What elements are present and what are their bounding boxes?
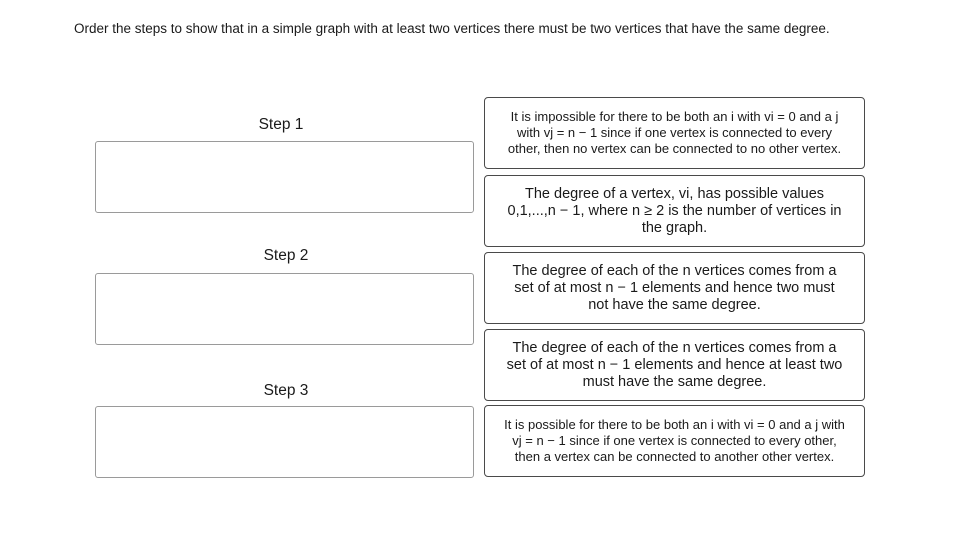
step-1-drop-zone[interactable] — [95, 141, 474, 213]
step-1-label: Step 1 — [258, 116, 304, 133]
answer-option-2[interactable] — [484, 175, 865, 247]
answer-option-3[interactable] — [484, 252, 865, 324]
answer-option-5[interactable] — [484, 405, 865, 477]
step-3-label: Step 3 — [263, 382, 309, 399]
step-2-drop-zone[interactable] — [95, 273, 474, 345]
question-text: Order the steps to show that in a simple graph with at least two vertices there must be two vertices that have the same degree. — [74, 21, 830, 36]
answer-option-3-text: The degree of each of the n vertices comes from a set of at most n − 1 elements and hence two must not have the same degree. — [512, 262, 837, 313]
step-3-drop-zone[interactable] — [95, 406, 474, 478]
answer-option-2-text: The degree of a vertex, vi, has possible values 0,1,...,n − 1, where n ≥ 2 is the number of vertices in the graph. — [507, 185, 842, 236]
answer-option-4[interactable] — [484, 329, 865, 401]
answer-option-5-text: It is possible for there to be both an i with vi = 0 and a j with vj = n − 1 since if one vertex is connected to every other, then a vertex can be connected to another other vertex. — [504, 417, 845, 464]
answer-option-1[interactable] — [484, 97, 865, 169]
answer-option-4-text: The degree of each of the n vertices comes from a set of at most n − 1 elements and hence at least two must have the same degree. — [506, 339, 843, 390]
answer-option-1-text: It is impossible for there to be both an i with vi = 0 and a j with vj = n − 1 since if one vertex is connected to every other, then no vertex can be connected to no other vertex. — [507, 109, 842, 156]
step-2-label: Step 2 — [263, 247, 309, 264]
